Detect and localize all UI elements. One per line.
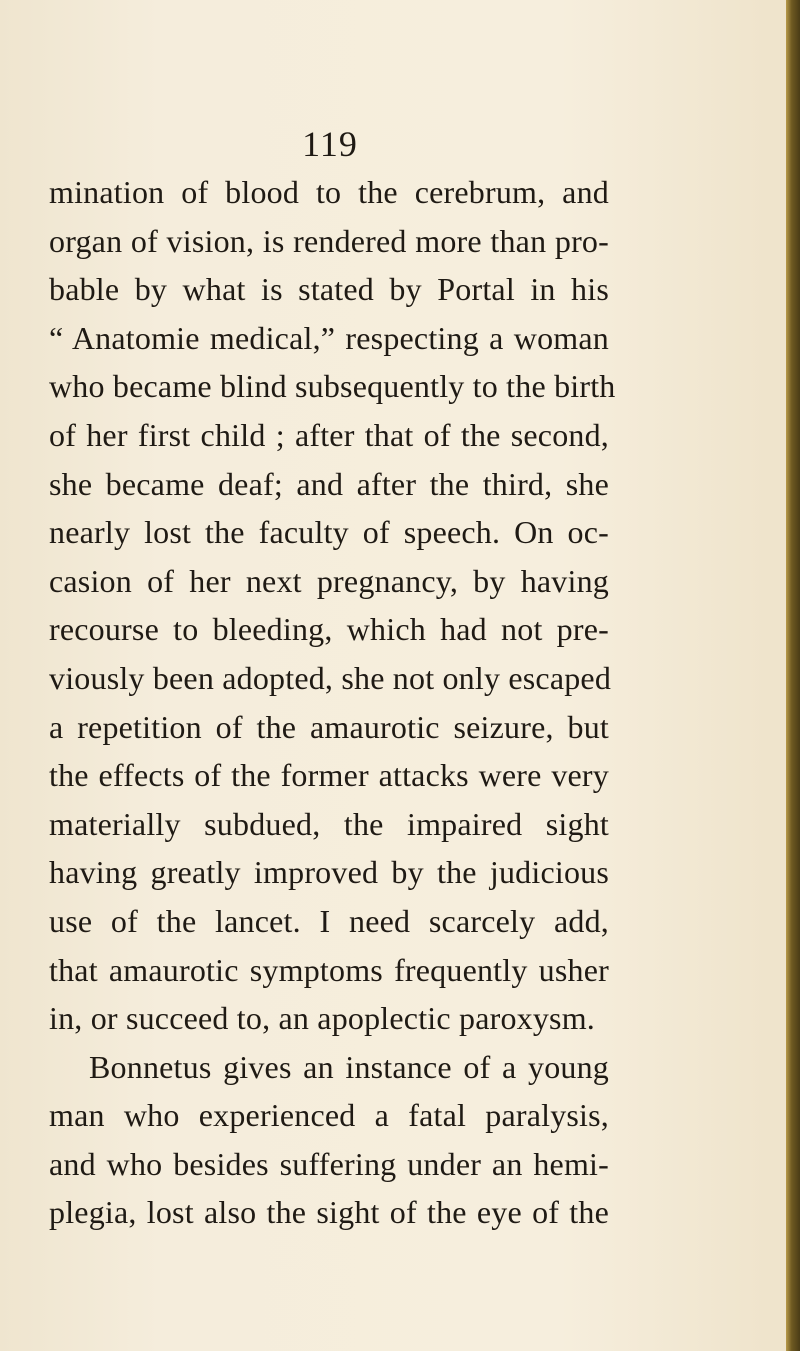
text-line: a repetition of the amaurotic seizure, but [49, 708, 609, 745]
page-number: 119 [302, 124, 358, 164]
text-line: that amaurotic symptoms frequently usher [49, 951, 609, 988]
text-line: “ Anatomie medical,” respecting a woman [49, 319, 609, 356]
text-line: organ of vision, is rendered more than pro- [49, 222, 609, 259]
text-line: she became deaf; and after the third, she [49, 465, 609, 502]
text-line: casion of her next pregnancy, by having [49, 562, 609, 599]
text-line: materially subdued, the impaired sight [49, 805, 609, 842]
text-line: the effects of the former attacks were very [49, 757, 609, 794]
body-text [49, 168, 616, 1237]
text-line: in, or succeed to, an apoplectic paroxysm. [49, 1000, 595, 1037]
text-line: having greatly improved by the judicious [49, 854, 609, 891]
text-line: Bonnetus gives an instance of a young [89, 1048, 609, 1085]
text-line: of her first child ; after that of the second, [49, 416, 609, 453]
text-line: recourse to bleeding, which had not pre- [49, 611, 609, 648]
text-line: nearly lost the faculty of speech. On oc- [49, 514, 609, 551]
text-line: who became blind subsequently to the birth [49, 368, 616, 405]
text-line: use of the lancet. I need scarcely add, [49, 902, 609, 939]
text-line: and who besides suffering under an hemi- [49, 1145, 609, 1182]
text-line: mination of blood to the cerebrum, and [49, 174, 609, 210]
text-line: bable by what is stated by Portal in his [49, 271, 609, 308]
text-line: man who experienced a fatal paralysis, [49, 1097, 609, 1134]
page-edge [786, 0, 800, 1351]
text-line: plegia, lost also the sight of the eye of the [49, 1194, 609, 1231]
text-line: viously been adopted, she not only escaped [49, 659, 612, 696]
